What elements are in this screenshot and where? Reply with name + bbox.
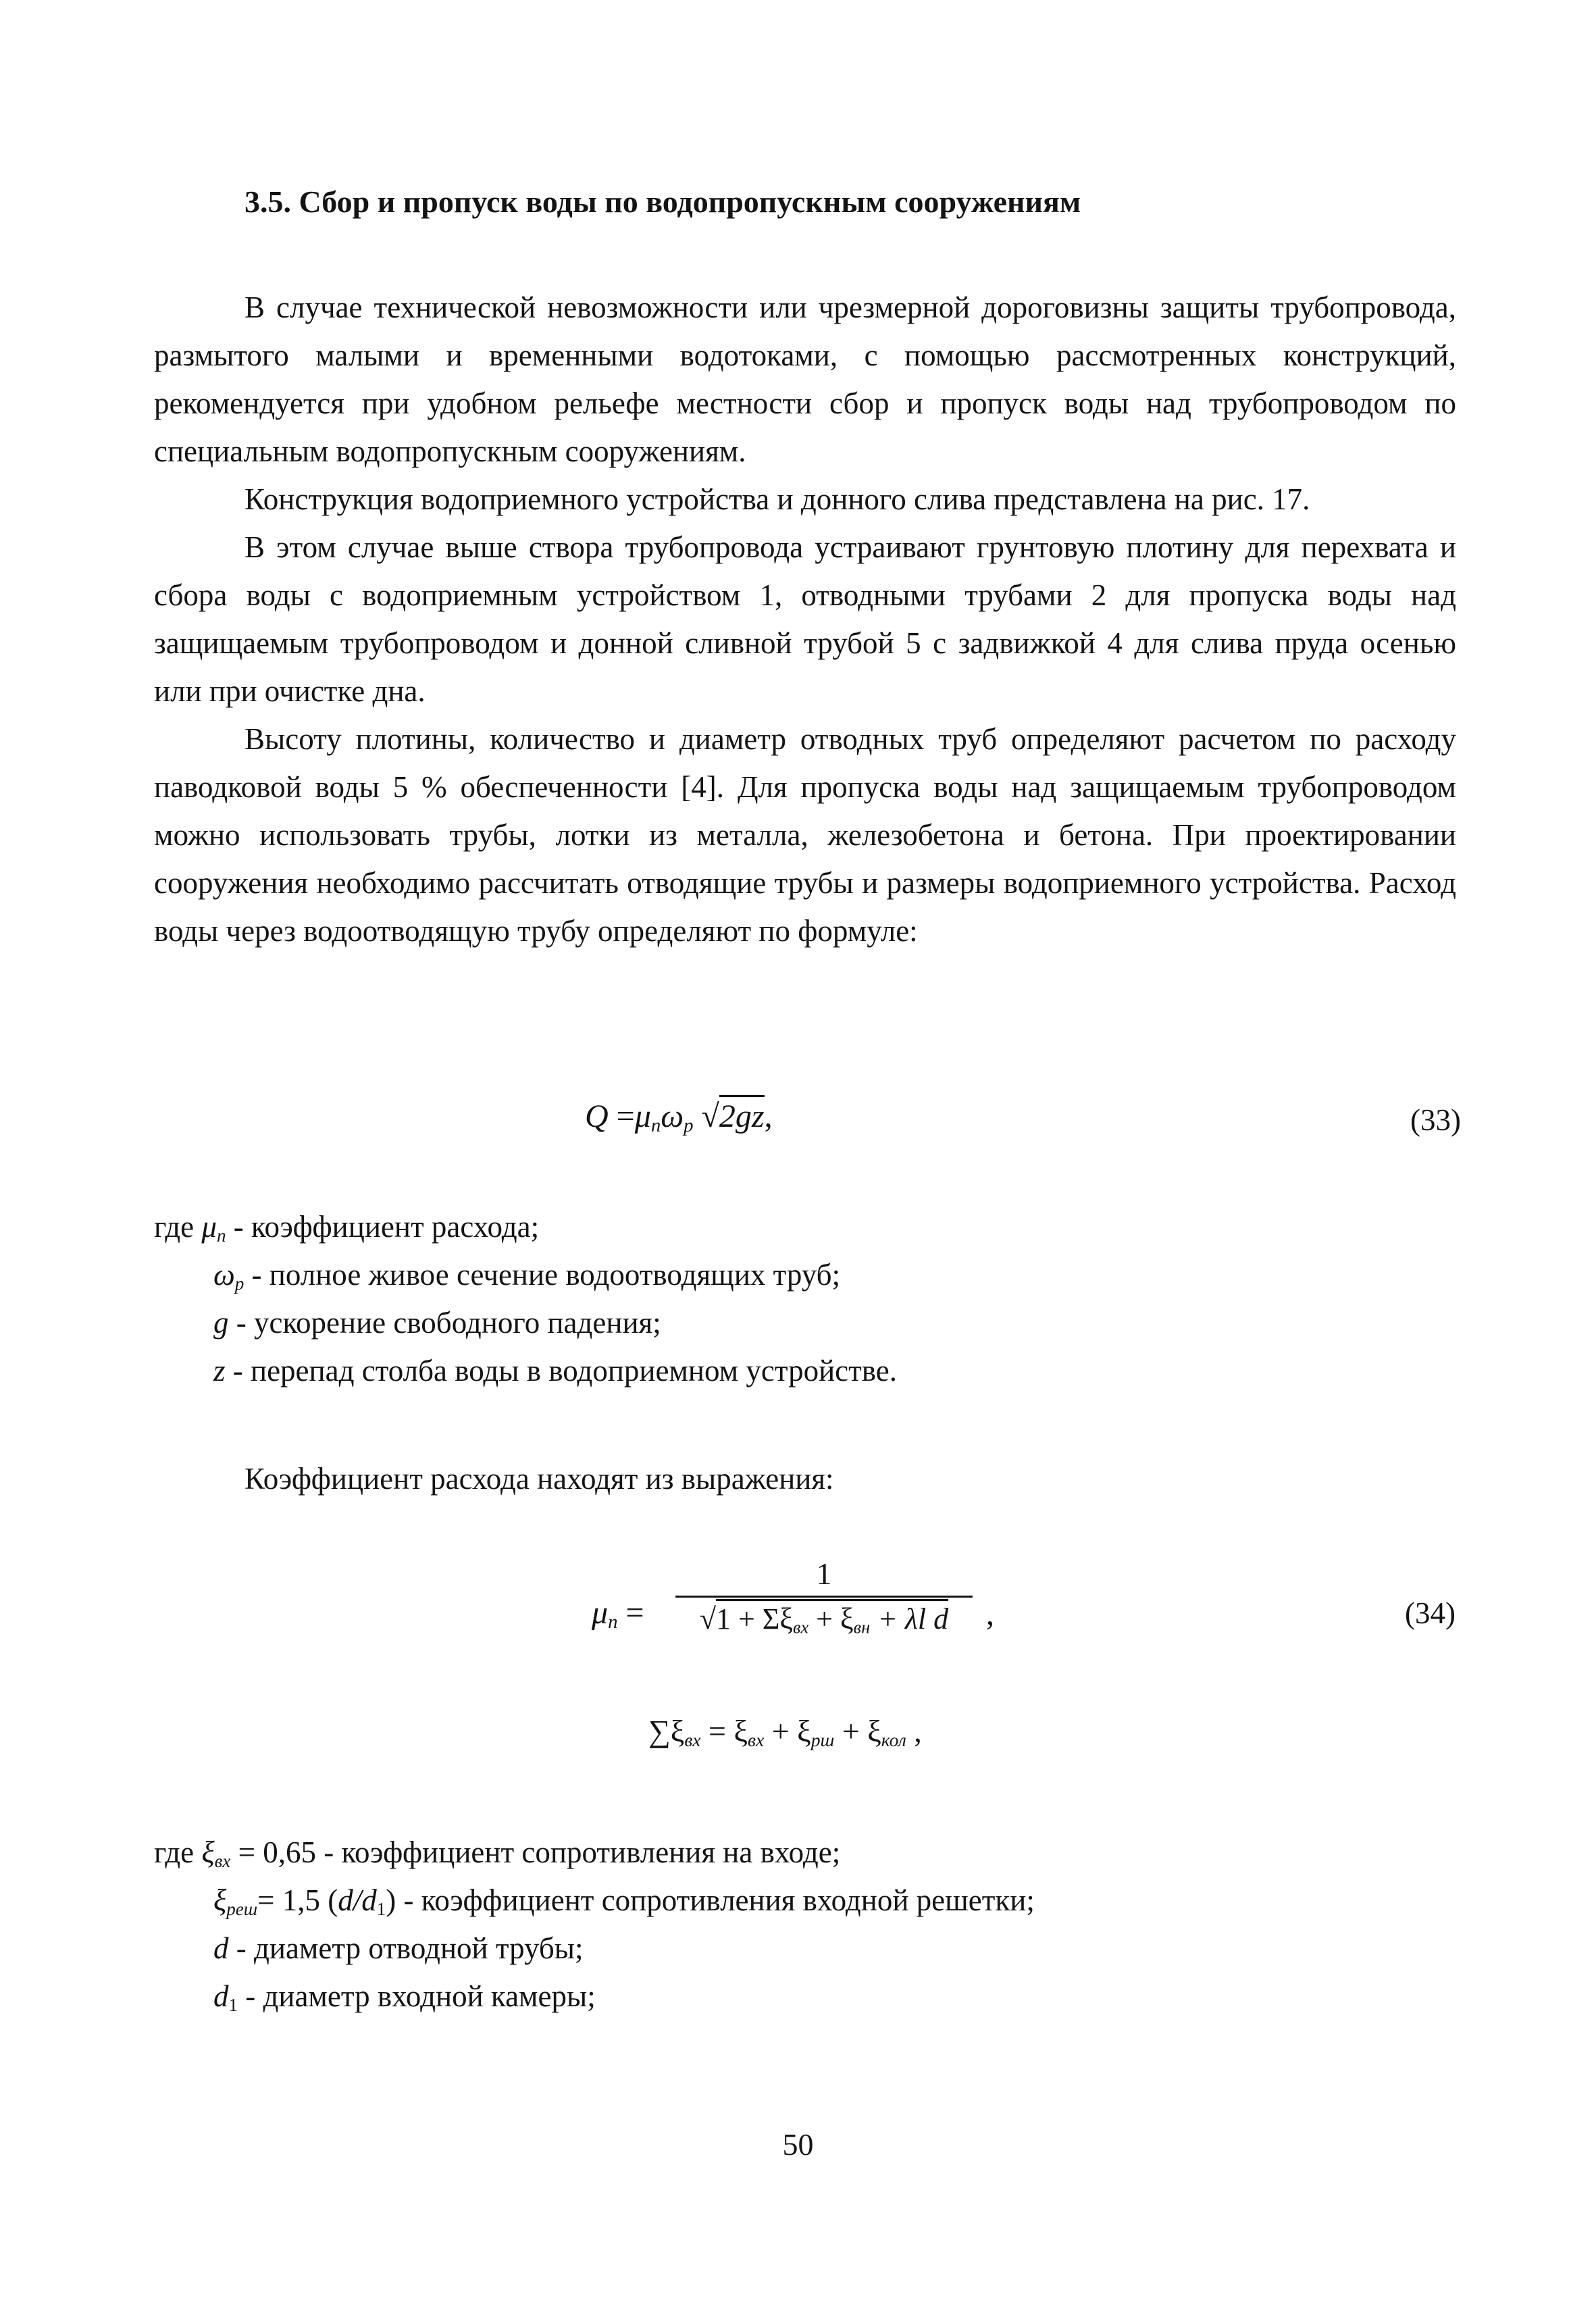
denominator-sub-1: вх — [793, 1617, 809, 1637]
definition-mu-text: - коэффициент расхода; — [226, 1210, 540, 1244]
sqrt-sign: √ — [699, 1602, 716, 1635]
symbol-omega-sub: p — [234, 1273, 244, 1294]
symbol-xi-vx-sub: вх — [214, 1850, 231, 1871]
formula-33 — [585, 1098, 773, 1137]
sum-sub-3: кол — [881, 1729, 906, 1750]
formula-34-eq: = — [625, 1595, 644, 1631]
symbol-mu: μ — [201, 1210, 217, 1244]
equation-number-33: (33) — [1410, 1103, 1461, 1137]
symbol-d: d — [213, 1931, 229, 1965]
definition-d1 — [213, 1979, 596, 2016]
sum-comma: , — [906, 1714, 922, 1748]
formula-34-lhs-sub: n — [608, 1611, 618, 1633]
formula-34-comma: , — [986, 1596, 994, 1632]
paragraph-5: Коэффициент расхода находят из выражения: — [244, 1462, 834, 1496]
fraction-numerator: 1 — [816, 1556, 832, 1591]
symbol-g: g — [213, 1306, 229, 1340]
formula-34-lhs-group — [592, 1594, 644, 1633]
equation-number-34: (34) — [1405, 1596, 1456, 1630]
denominator-sub-2: вн — [853, 1617, 871, 1637]
definition-mu — [154, 1209, 539, 1246]
xi-resh-eq: = 1,5 ( — [257, 1883, 338, 1917]
formula-33-mu-sub: n — [650, 1115, 661, 1137]
fraction-bar — [675, 1596, 973, 1598]
sum-eq: = ξ — [700, 1714, 748, 1748]
formula-33-mu: μ — [634, 1098, 651, 1134]
definition-xi-vx-text: = 0,65 - коэффициент сопротивления на входе; — [230, 1835, 841, 1869]
formula-33-omega-sub: p — [684, 1115, 694, 1137]
formula-33-eq: = — [616, 1098, 635, 1134]
sum-lhs: ∑ξ — [648, 1714, 685, 1748]
sqrt-sign: √ — [701, 1098, 719, 1134]
definition-xi-vx — [154, 1835, 840, 1872]
formula-33-radicand: 2gz — [719, 1095, 765, 1134]
sum-plus-2: + ξ — [834, 1714, 881, 1748]
page-number: 50 — [782, 2127, 814, 2162]
symbol-d1: d — [213, 1979, 229, 2013]
symbol-omega: ω — [213, 1258, 235, 1292]
formula-33-omega: ω — [661, 1098, 684, 1134]
fraction-denominator — [675, 1599, 973, 1648]
symbol-z: z — [213, 1354, 226, 1388]
xi-resh-ratio: d/d — [338, 1883, 377, 1917]
where-label: где — [154, 1835, 195, 1869]
paragraph-2: Конструкция водоприемного устройства и донного слива представлена на рис. 17. — [244, 482, 1310, 516]
sum-sub-2: рш — [810, 1729, 835, 1750]
symbol-xi-resh-sub: реш — [226, 1898, 258, 1919]
definition-z-text: - перепад столба воды в водоприемном устройстве. — [225, 1354, 897, 1388]
definition-z — [213, 1353, 897, 1388]
denominator-part-1: 1 + Σξ — [715, 1602, 794, 1635]
definition-d1-text: - диаметр входной камеры; — [238, 1979, 596, 2013]
section-heading: 3.5. Сбор и пропуск воды по водопропускным сооружениям — [244, 184, 1081, 219]
definition-omega-text: - полное живое сечение водоотводящих труб; — [244, 1258, 841, 1292]
symbol-d1-sub: 1 — [228, 1994, 238, 2015]
definition-omega — [213, 1257, 840, 1294]
definition-g-text: - ускорение свободного падения; — [228, 1306, 661, 1340]
definition-xi-resh — [213, 1883, 1035, 1920]
symbol-xi-resh: ξ — [213, 1883, 227, 1917]
paragraph-4: Высоту плотины, количество и диаметр отводных труб определяют расчетом по расходу паводковой воды 5 % обеспеченности [4]. Для пропуска воды над защищаемым трубопроводом можно использовать трубы, лотки из металла, железобетона и бетона. При проектировании сооружения необходимо рассчитать отводящие трубы и размеры водоприемного устройства. Расход воды через водоотводящую трубу определяют по формуле: — [154, 722, 1456, 948]
sum-sub-1: вх — [748, 1729, 765, 1750]
definition-g — [213, 1305, 661, 1340]
symbol-mu-sub: п — [216, 1225, 226, 1246]
xi-resh-ratio-sub: 1 — [376, 1898, 386, 1919]
denominator-part-2: + ξ — [808, 1602, 854, 1635]
paragraph-1: В случае технической невозможности или чрезмерной дороговизны защиты трубопровода, размытого малыми и временными водотоками, с помощью рассмотренных конструкций, рекомендуется при удобном рельефе местности сбор и пропуск воды над трубопроводом по специальным водопропускным сооружениям. — [154, 290, 1456, 468]
formula-34-lhs: μ — [592, 1595, 609, 1631]
paragraph-3: В этом случае выше створа трубопровода устраивают грунтовую плотину для перехвата и сбора воды с водоприемным устройством 1, отводными трубами 2 для пропуска воды над защищаемым трубопроводом и донной сливной трубой 5 с задвижкой 4 для слива пруда осенью или при очистке дна. — [154, 530, 1456, 708]
sum-lhs-sub: вх — [684, 1729, 701, 1750]
definition-d-text: - диаметр отводной трубы; — [228, 1931, 584, 1965]
formula-33-lhs: Q — [585, 1098, 609, 1134]
formula-33-comma: , — [764, 1098, 773, 1134]
formula-sum — [648, 1713, 922, 1751]
definition-xi-resh-text: ) - коэффициент сопротивления входной решетки; — [386, 1883, 1035, 1917]
symbol-xi-vx: ξ — [201, 1835, 215, 1869]
definition-d — [213, 1931, 584, 1966]
formula-34-fraction — [675, 1554, 973, 1648]
sum-plus-1: + ξ — [764, 1714, 811, 1748]
where-label: где — [154, 1210, 195, 1244]
denominator-part-3: + λl d — [870, 1602, 949, 1635]
